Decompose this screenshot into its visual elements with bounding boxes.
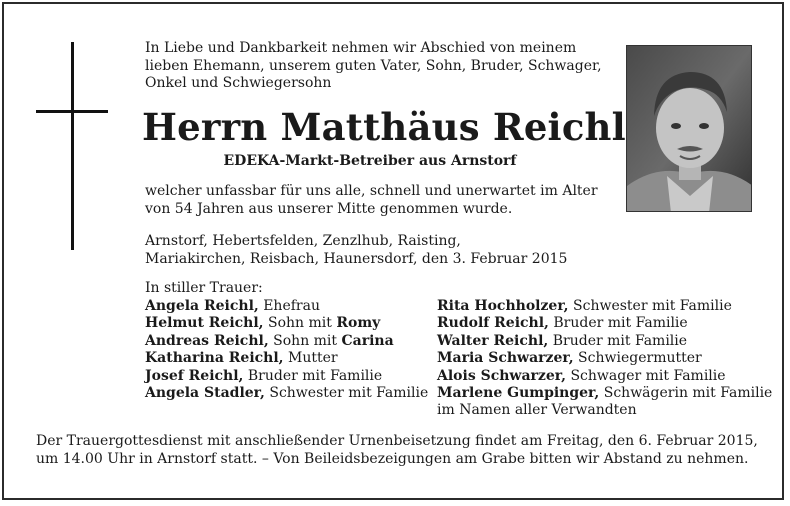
deceased-occupation: EDEKA-Markt-Betreiber aus Arnstorf	[223, 153, 517, 169]
portrait-photo-svg	[627, 46, 752, 212]
list-item: Marlene Gumpinger, Schwägerin mit Familie	[437, 385, 773, 402]
list-item: Andreas Reichl, Sohn mit Carina	[145, 332, 394, 349]
mourning-label: In stiller Trauer:	[145, 280, 263, 296]
list-item: Walter Reichl, Bruder mit Familie	[437, 332, 688, 349]
intro-line: lieben Ehemann, unserem guten Vater, Sohn, Bruder, Schwager,	[145, 57, 602, 74]
intro-line: Onkel und Schwiegersohn	[145, 75, 332, 91]
funeral-notice-line: um 14.00 Uhr in Arnstorf statt. – Von Beileidsbezeigungen am Grabe bitten wir Abstand zu nehmen.	[36, 451, 749, 467]
list-item: Katharina Reichl, Mutter	[145, 350, 338, 367]
mourners-right-list	[437, 298, 772, 420]
list-item: Angela Stadler, Schwester mit Familie	[145, 385, 429, 402]
place-date-line: Arnstorf, Hebertsfelden, Zenzlhub, Raisting,	[145, 233, 461, 249]
list-item: Rudolf Reichl, Bruder mit Familie	[437, 315, 688, 332]
list-item: Angela Reichl, Ehefrau	[145, 298, 320, 314]
deceased-name: Herrn Matthäus Reichl	[142, 105, 626, 149]
place-date	[145, 233, 567, 268]
list-item: Rita Hochholzer, Schwester mit Familie	[437, 298, 732, 314]
list-item: Helmut Reichl, Sohn mit Romy	[145, 315, 381, 332]
list-item: Alois Schwarzer, Schwager mit Familie	[437, 367, 726, 384]
death-text	[145, 183, 598, 218]
relatives-line: im Namen aller Verwandten	[437, 402, 637, 419]
funeral-notice	[36, 432, 756, 468]
funeral-notice-line: Der Trauergottesdienst mit anschließender Urnenbeisetzung findet am Freitag, den 6. Februar 2015,	[36, 433, 758, 449]
intro-text	[145, 40, 605, 93]
mourners-left-list	[145, 298, 428, 402]
death-text-line: von 54 Jahren aus unserer Mitte genommen wurde.	[145, 200, 513, 217]
intro-line: In Liebe und Dankbarkeit nehmen wir Abschied von meinem	[145, 40, 577, 56]
death-text-line: welcher unfassbar für uns alle, schnell und unerwartet im Alter	[145, 183, 598, 199]
place-date-line: Mariakirchen, Reisbach, Haunersdorf, den 3. Februar 2015	[145, 250, 568, 267]
portrait-photo	[626, 45, 752, 212]
list-item: Josef Reichl, Bruder mit Familie	[145, 367, 383, 384]
list-item: Maria Schwarzer, Schwiegermutter	[437, 350, 702, 367]
